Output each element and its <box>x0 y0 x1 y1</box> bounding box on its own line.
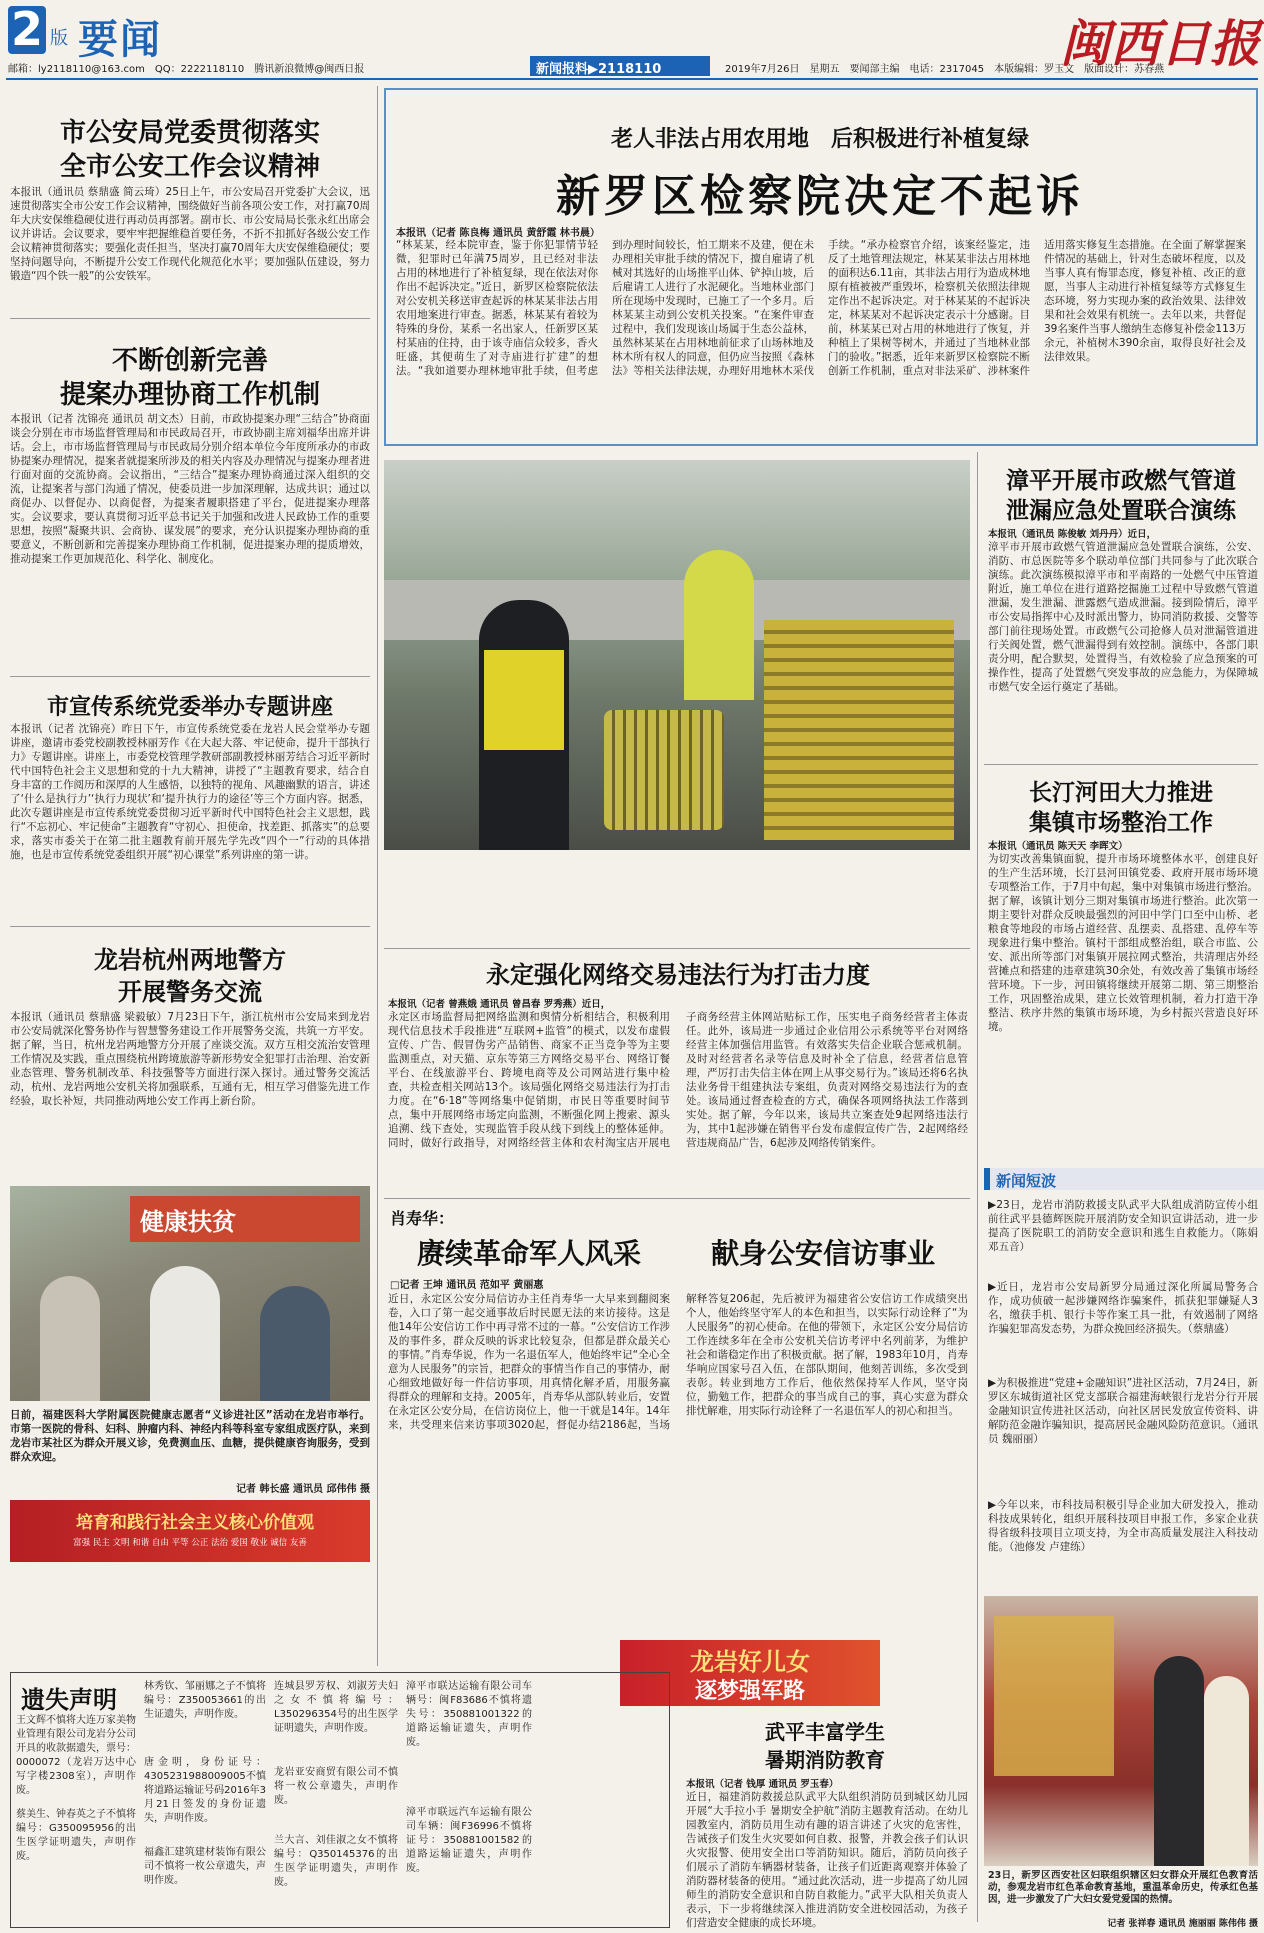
hotline-label: 新闻报料▶2118110 <box>536 62 662 77</box>
article-9-byline: □记者 王坤 通讯员 范如平 黄丽惠 <box>390 1280 544 1291</box>
article-2-body: 本报讯（记者 沈锦亮 通讯员 胡文杰）日前，市政协提案办理“三结合”协商面谈会分别在市市场监督管理局和市民政局召开，市政协副主席刘福华出席并讲话。会上，市市场监督管理局与市民政局分别介绍本单位今年度所承办的市政协提案办理情况，提案者就提案所涉及的相关内容及办理情况与提案办理者进行面对面的交流协商。会议指出，“三结合”提案办理协商通过深入组织的交流，让提案者与部门沟通了情况，使委员进一步加深理解，达成共识；通过以商促办、以督促办、以商促督，为提案者履职搭建了平台，促进提案办理落实。会议要求，要认真贯彻习近平总书记关于加强和改进人民政协工作的重要思想，按照“凝聚共识、会商协、谋发展”的要求，充分认识提案办理协商的重要意义，不断创新和完善提案办理协商工作机制，促进提案办理的提质增效，推动提案工作更加规范化、科学化、制度化。 <box>10 413 370 565</box>
divider <box>10 926 370 927</box>
red-education-photo <box>984 1596 1258 1866</box>
hero-banner-title: 龙岩好儿女 <box>690 1648 810 1676</box>
brief-credit: （池修发 卢建练） <box>1009 1541 1092 1553</box>
briefs-header: 新闻短波 <box>996 1172 1057 1190</box>
article-1-body: 本报讯（通讯员 蔡鼎盛 简云琦）25日上午，市公安局召开党委扩大会议，迅速贯彻落实全市公安工作会议精神，围绕做好当前各项公安工作，对打赢70周年大庆安保维稳硬仗进行再动员再部署。副市长、市公安局局长张永红出席会议并讲话。会议要求，要牢牢把握维稳首要任务，不折不扣抓好各级公安工作会议精神贯彻落实；要强化责任担当，坚决打赢70周年大庆安保维稳硬仗；要坚持问题导向，不断提升公安工作现代化规范化水平；要加强队伍建设，努力锻造“四个铁一般”的公安铁军。 <box>10 186 370 282</box>
center-photo-caption <box>392 858 968 938</box>
article-2-title-line1: 不断创新完善 <box>111 346 268 376</box>
lead-story-body: “林某某，经本院审查，鉴于你犯罪情节轻微，犯罪时已年满75周岁，且已经对非法占用的林地进行了补植复绿，现在依法对你作出不起诉决定。”近日，新罗区检察院依法对公安机关移送审查起诉的林某某非法占用农用地案进行审查。据悉，林某某有着较为特殊的身份，某系一名出家人，任新罗区某村某庙的住持，由于该寺庙信众较多，香火旺盛，其便萌生了对寺庙进行扩建”的想法。“我如道要办理林地审批手续，但考虑到办理时间较长，怕工期来不及建，便在未办理相关审批手续的情况下，擅自雇请了机械对其选好的山场推平山体、铲掉山坡，后后雇请工人进行了水泥硬化。当地林业部门所在现场中发现时，已施工了一个多月。后林某某主动到公安机关投案。“在案件审查过程中，我们发现该山场属于生态公益林，虽然林某某在占用林地前征求了山场林地及林木所有权人的同意，但仍应当按照《森林法》等相关法律法规，办理好用地林木采伐手续。“承办检察官介绍，该案经鉴定，违反了土地管理法规定，林某某非法占用林地的面积达6.11亩，其非法占用行为造成林地原有植被被严重毁坏，检察机关依照法律规定作出不起诉决定。对于林某某的不起诉决定，林某某对不起诉决定表示十分感谢。目前，林某某已对占用的林地进行了恢复，并种植上了果树等树木，并通过了当地林业部门的验收。”据悉，近年来新罗区检察院不断创新工作机制，重点对非法采矿、涉林案件适用落实修复生态措施。在全面了解掌握案件情况的基础上，针对生态破坏程度，以及当事人真有悔罪态度，修复补植、改正的意愿，当事人主动进行补植复绿等方式修复生态环境，努力实现办案的政治效果、法律效果和社会效果有机统一。去年以来，共督促39名案件当事人缴纳生态修复补偿金113万余元，补植树木390余亩，取得良好社会及法律效果。 <box>396 239 1246 377</box>
lost-notice: 漳平市联达运输有限公司车辆号：闽F83686不慎将遗失号：350881001322的道路运输证遗失，声明作废。 <box>406 1681 532 1748</box>
lost-notice: 兰大言、刘佳淑之女不慎将编号：Q350145376的出生医学证明遗失，声明作废。 <box>274 1835 398 1888</box>
lost-notice: 连城县罗芳权、刘淑芳夫妇之女不慎将编号：L350296354号的出生医学证明遗失，声明作废。 <box>274 1681 398 1734</box>
brief-text: 近日，龙岩市公安局新罗分局通过深化所属局警务合作，成功侦破一起涉嫌网络诈骗案件，抓获犯罪嫌疑人3名，缴获手机、银行卡等作案工具一批，有效遏制了网络诈骗犯罪高发态势，为群众挽回经济损失。 <box>988 1281 1258 1335</box>
brief-text: 为积极推进“党建+金融知识”进社区活动，7月24日，新罗区东城街道社区党支部联合福建海峡银行龙岩分行开展金融知识宣传进社区活动，向社区居民发放宣传资料、讲解防范金融诈骗知识，提高居民金融风险防范意识。 <box>988 1377 1258 1431</box>
person-figure <box>1204 1676 1249 1866</box>
divider <box>384 1198 970 1199</box>
brief-text: 23日，龙岩市消防救援支队武平大队组成消防宣传小组前往武平县德辉医院开展消防安全知识宣讲活动，进一步提高了医院职工的消防安全意识和逃生自救能力。 <box>988 1199 1258 1239</box>
divider <box>384 948 970 949</box>
right-photo-credit: 记者 张祥春 通讯员 施丽丽 陈伟伟 摄 <box>1107 1919 1258 1929</box>
lost-notice: 龙岩亚安商贸有限公司不慎将一枚公章遗失，声明作废。 <box>274 1767 398 1806</box>
date-line: 2019年7月26日 星期五 要闻部主编 电话：2317045 本版编辑：罗玉文 版面设计：苏春燕 <box>725 64 1165 75</box>
photo-safety-vest <box>484 650 564 750</box>
person-figure <box>1154 1656 1204 1866</box>
article-3-body: 本报讯（记者 沈锦亮）昨日下午，市宣传系统党委在龙岩人民会堂举办专题讲座，邀请市委党校副教授林丽芳作《在大起大落、牢记使命，提升干部执行力》专题讲座。讲座上，市委党校管理学教研部副教授林丽芳结合习近平新时代中国特色社会主义思想和党的十九大精神，讲授了“主题教育要求，结合自身丰富的工作阅历和深厚的人生感悟，以独特的视角、风趣幽默的语言，讲述了‘什么是执行力’‘执行力现状’和‘提升执行力的途径’等三个方面内容。据悉，此次专题讲座是市宣传系统党委贯彻习近平新时代中国特色社会主义思想，践行“不忘初心、牢记使命”主题教育“守初心、担使命，找差距、抓落实”的总要求，落实市委关于在第二批主题教育前开展先学先改“四个一”行动的具体措施，也是市宣传系统党委组织开展“初心课堂”系列讲座的第一讲。 <box>10 723 370 861</box>
masthead-info: 邮箱：ly2118110@163.com QQ：2222118110 腾讯新浪微博@闽西日报 <box>8 64 365 75</box>
person-figure <box>40 1276 100 1401</box>
article-7-byline: 本报讯（通讯员 陈俊敏 刘丹丹）近日， <box>988 529 1157 540</box>
person-figure <box>150 1266 220 1401</box>
person-figure <box>260 1286 330 1401</box>
lost-notice: 蔡美生、钟春英之子不慎将编号：G350095956的出生医学证明遗失，声明作废。 <box>16 1809 136 1862</box>
highway-rescue-photo <box>384 460 970 850</box>
article-7-body: 漳平市开展市政燃气管道泄漏应急处置联合演练，公安、消防、市总医院等多个联动单位部门共同参与了此次联合演练。此次演练模拟漳平市和平南路的一处燃气中压管道附近，施工单位在进行道路挖掘施工过程中导致燃气管道泄漏，发生泄漏、泄露燃气造成泄漏。接到险情后，漳平市公安局指挥中心及时派出警力，协同消防救援、交警等部门前往现场处置。市政燃气公司抢修人员对泄漏管道进行关阀处置，燃气泄漏得到有效控制。演练中，各部门职责分明，配合默契，处置得当，有效检验了应急预案的可操作性，提高了处置燃气突发事故的应急能力，为保障城市燃气安全运行奠定了基础。 <box>988 541 1258 693</box>
divider <box>984 764 1258 765</box>
lead-story-title: 新罗区检察院决定不起诉 <box>556 171 1084 222</box>
column-rule <box>977 452 978 1922</box>
brief-item: ▶今年以来，市科技局积极引导企业加大研发投入，推动科技成果转化，组织开展科技项目申报工作，多家企业获得省级科技项目立项支持，为全市高质量发展注入科技动能。（池修发 卢建练） <box>988 1499 1258 1553</box>
lost-notice: 福鑫汇建筑建材装饰有限公司不慎将一枚公章遗失，声明作废。 <box>144 1847 266 1886</box>
brief-credit: （陈娟 邓五音） <box>988 1227 1258 1253</box>
left-photo-caption: 日前，福建医科大学附属医院健康志愿者“义诊进社区”活动在龙岩市举行。市第一医院的骨科、妇科、肿瘤内科、神经内科等科室专家组成医疗队，来到龙岩市某社区为群众开展义诊，免费测血压、血糖，提供健康咨询服务，受到群众欢迎。 <box>10 1409 370 1463</box>
article-8-body: 为切实改善集镇面貌，提升市场环境整体水平，创建良好的生产生活环境，长汀县河田镇党委、政府开展市场环境专项整治工作，于7月中旬起，集中对集镇市场进行整治。据了解，该镇计划分三期对集镇市场进行整治。此次第一期主要针对群众反映最强烈的河田中学门口至中山桥、老粮食等地段的市场占道经营、乱摆卖、乱搭建、乱停车等现象进行集中整治。镇村干部组成整治组，联合市监、公安、派出所等部门对集镇开展拉网式整治，共清理店外经营摊点和搭建的违章建筑30余处，有效改善了集镇市场经营环境。下一步，河田镇将继续开展第二期、第三期整治工作，巩固整治成果，建立长效管理机制，着力打造干净整洁、秩序井然的集镇市场环境，为乡村振兴营造良好环境。 <box>988 853 1258 1033</box>
article-9-body: 近日，永定区公安分局信访办主任肖寿华一大早来到翻阅案卷，入口了第一起交通事故后时民愿无法的来访接待。这是他14年公安信访工作中再寻常不过的一幕。“公安信访工作涉及的事件多，群众反映的诉求比较复杂，但都是群众最关心的事情。”肖寿华说，作为一名退伍军人，他始终牢记“全心全意为人民服务”的宗旨，把群众的事情当作自己的事情办，耐心细致地做好每一件信访事项，用真情化解矛盾，用服务赢得群众的理解和支持。2005年，肖寿华从部队转业后，安置在永定区公安分局，在信访岗位上，他一干就是14年。14年来，共受理来信来访事项3020起，督促办结2186起，当场解释答复206起，先后被评为福建省公安信访工作成绩突出个人，他始终坚守军人的本色和担当，以实际行动诠释了“为人民服务”的初心使命。在他的带领下，永定区公安分局信访工作连续多年在全市公安机关信访考评中名列前茅，为维护社会和谐稳定作出了积极贡献。据了解，1983年10月，肖寿华响应国家号召入伍，在部队期间，他刻苦训练，多次受到表彰。转业到地方工作后，他依然保持军人作风，坚守岗位，勤勉工作，把群众的事当成自己的事，真心实意为群众排忧解难，用实际行动诠释了一名退伍军人的初心和担当。 <box>388 1293 968 1431</box>
masthead-rule <box>6 78 1258 80</box>
section-title: 要闻 <box>78 17 162 63</box>
brief-credit: （通讯员 魏丽丽） <box>988 1419 1258 1445</box>
article-2-title-line2: 提案办理协商工作机制 <box>59 380 320 410</box>
page-number: 2 <box>10 2 43 56</box>
left-photo-credit: 记者 韩长盛 通讯员 邱伟伟 摄 <box>236 1484 370 1495</box>
divider <box>10 318 370 319</box>
lost-notice: 王文辉不慎将大连万家美物业管理有限公司龙岩分公司开具的收款据遗失，票号：0000072（龙岩万达中心写字楼2308室），声明作废。 <box>16 1715 136 1796</box>
lead-story-subtitle: 老人非法占用农用地 后积极进行补植复绿 <box>610 126 1029 152</box>
paper-name: 闽西日报 <box>1060 14 1260 73</box>
article-10-title-line1: 武平丰富学生 <box>765 1720 885 1744</box>
article-8-title-line2: 集镇市场整治工作 <box>1029 809 1213 836</box>
core-values-title: 培育和践行社会主义核心价值观 <box>76 1513 314 1533</box>
photo-crate <box>604 710 724 830</box>
article-4-title-line1: 龙岩杭州两地警方 <box>94 945 286 974</box>
article-10-title-line2: 暑期消防教育 <box>765 1748 885 1772</box>
core-values-sub: 富强 民主 文明 和谐 自由 平等 公正 法治 爱国 敬业 诚信 友善 <box>73 1538 307 1548</box>
page-suffix: 版 <box>50 28 68 49</box>
article-4-title-line2: 开展警务交流 <box>118 977 262 1006</box>
brief-text: 今年以来，市科技局积极引导企业加大研发投入，推动科技成果转化，组织开展科技项目申报工作，多家企业获得省级科技项目立项支持，为全市高质量发展注入科技动能。 <box>988 1499 1258 1553</box>
hero-banner-sub: 逐梦强军路 <box>694 1679 805 1704</box>
photo-banner-text: 健康扶贫 <box>140 1208 236 1236</box>
brief-item: ▶23日，龙岩市消防救援支队武平大队组成消防宣传小组前往武平县德辉医院开展消防安全知识宣讲活动，进一步提高了医院职工的消防安全意识和逃生自救能力。（陈娟 邓五音） <box>988 1199 1258 1253</box>
lead-story-byline: 本报讯（记者 陈良梅 通讯员 黄舒霞 林书晨） <box>396 228 600 239</box>
article-6-body: 永定区市场监督局把网络监测和舆情分析相结合，积极利用现代信息技术手段推进“互联网+监管”的模式，以发布虚假宣传、广告、假冒伪劣产品销售、商家不正当竞争等为主要监测重点，对天猫、京东等第三方网络交易平台、网络订餐平台、在线旅游平台、跨境电商等及公司网站进行集中检查，共检查相关网站13个。该局强化网络交易违法行为打击力度。在“6·18”等网络集中促销期，市民日等重要时间节点，集中开展网络市场定向监测，不断强化网上搜索、源头追溯、线下查处，实现监管手段从线下到线上的整体延伸。同时，做好行政指导，对网络经营主体和农村淘宝店开展电子商务经营主体网站贴标工作，压实电子商务经营者主体责任。此外，该局进一步通过企业信用公示系统等平台对网络经营主体加强信用监管。有效落实失信企业联合惩戒机制。及时对经营者名录等信息及时补全了信息，经营者信息管理，严厉打击失信主体在网上从事交易行为。”该局还将6名执法业务骨干组建执法专案组，负责对网络交易违法行为的查处。该局通过督查检查的方式，确保各项网络执法工作落到实处。据了解，今年以来，该局共立案查处9起网络违法行为，其中1起涉嫌在销售平台发布虚假宣传广告，2起网络经营违规商品广告，6起涉及网络传销案件。 <box>388 1011 968 1149</box>
article-1-title-line1: 市公安局党委贯彻落实 <box>59 118 320 148</box>
article-6-byline: 本报讯（记者 曾燕娥 通讯员 曾昌春 罗秀燕）近日， <box>388 999 611 1010</box>
lost-notice: 唐金明，身份证号：4305231988009005不慎将道路运输证号码2016年3月21日签发的身份证遗失，声明作废。 <box>144 1757 266 1824</box>
article-3-title: 市宣传系统党委举办专题讲座 <box>46 694 333 720</box>
article-9-title-right: 献身公安信访事业 <box>710 1237 935 1270</box>
photo-crates <box>764 620 954 840</box>
photo-exhibit-board <box>994 1616 1114 1776</box>
lost-notices-title: 遗失声明 <box>21 1685 117 1714</box>
article-10-body: 近日，福建消防救援总队武平大队组织消防员到城区幼儿园开展“大手拉小手 暑期安全护航”消防主题教育活动。在幼儿园教室内，消防员用生动有趣的语言讲述了火灾的危害性，告诫孩子们发生火灾要如何自救、报警，并教会孩子们认识火灾报警、使用安全出口等消防知识。随后，消防员向孩子们展示了消防车辆器材装备，让孩子们近距离观察并体验了消防器材装备的使用。“通过此次活动，进一步提高了幼儿园师生的消防安全意识和自防自救能力。”武平大队相关负责人表示，下一步将继续深入推进消防安全进校园活动，为孩子们营造安全健康的成长环境。 <box>686 1791 968 1928</box>
article-4-body: 本报讯（通讯员 蔡鼎盛 梁毅敏）7月23日下午，浙江杭州市公安局来到龙岩市公安局就深化警务协作与智慧警务建设工作开展警务交流，共筑一方平安。据了解，当日，杭州龙岩两地警方分开展了座谈交流。双方互相交流治安管理工作情况及实践，重点围绕杭州跨境旅游等新形势安全犯罪打击治理、治安新业态管理、警务机制改革、科技强警等方面进行深入探讨。通过警务交流活动，杭州、龙岩两地公安机关将加强联系，互通有无，相互学习借鉴先进工作经验，取长补短，共同推动两地公安工作再上新台阶。 <box>10 1011 370 1107</box>
column-rule <box>377 86 378 1666</box>
brief-item: ▶为积极推进“党建+金融知识”进社区活动，7月24日，新罗区东城街道社区党支部联合福建海峡银行龙岩分行开展金融知识宣传进社区活动，向社区居民发放宣传资料、讲解防范金融诈骗知识，提高居民金融风险防范意识。（通讯员 魏丽丽） <box>988 1377 1258 1445</box>
lost-notice: 漳平市联远汽车运输有限公司车辆：闽F36996不慎将证号：350881001582的道路运输证遗失，声明作废。 <box>406 1807 532 1874</box>
article-10-byline: 本报讯（记者 钱厚 通讯员 罗玉春） <box>686 1779 839 1790</box>
article-8-byline: 本报讯（通讯员 陈天天 李晖文） <box>988 841 1128 852</box>
article-8-title-line1: 长汀河田大力推进 <box>1029 779 1213 806</box>
article-7-title-line1: 漳平开展市政燃气管道 <box>1006 467 1236 494</box>
brief-item: ▶近日，龙岩市公安局新罗分局通过深化所属局警务合作，成功侦破一起涉嫌网络诈骗案件，抓获犯罪嫌疑人3名，缴获手机、银行卡等作案工具一批，有效遏制了网络诈骗犯罪高发态势，为群众挽回经济损失。（蔡鼎盛） <box>988 1281 1258 1335</box>
article-7-title-line2: 泄漏应急处置联合演练 <box>1006 497 1236 524</box>
right-photo-caption: 23日，新罗区西安社区妇联组织辖区妇女群众开展红色教育活动，参观龙岩市红色革命教育基地，重温革命历史，传承红色基因，进一步激发了广大妇女爱党爱国的热情。 <box>988 1870 1258 1905</box>
article-9-kicker: 肖寿华： <box>390 1209 455 1228</box>
article-6-title: 永定强化网络交易违法行为打击力度 <box>486 960 870 989</box>
brief-credit: （蔡鼎盛） <box>1187 1323 1235 1335</box>
article-9-title-left: 赓续革命军人风采 <box>416 1237 641 1270</box>
lost-notice: 林秀钦、邹丽娜之子不慎将编号：Z350053661的出生证遗失，声明作废。 <box>144 1681 266 1720</box>
volunteer-clinic-photo <box>10 1186 370 1401</box>
article-1-title-line2: 全市公安工作会议精神 <box>59 152 320 182</box>
divider <box>10 676 370 677</box>
photo-officer <box>684 550 754 700</box>
